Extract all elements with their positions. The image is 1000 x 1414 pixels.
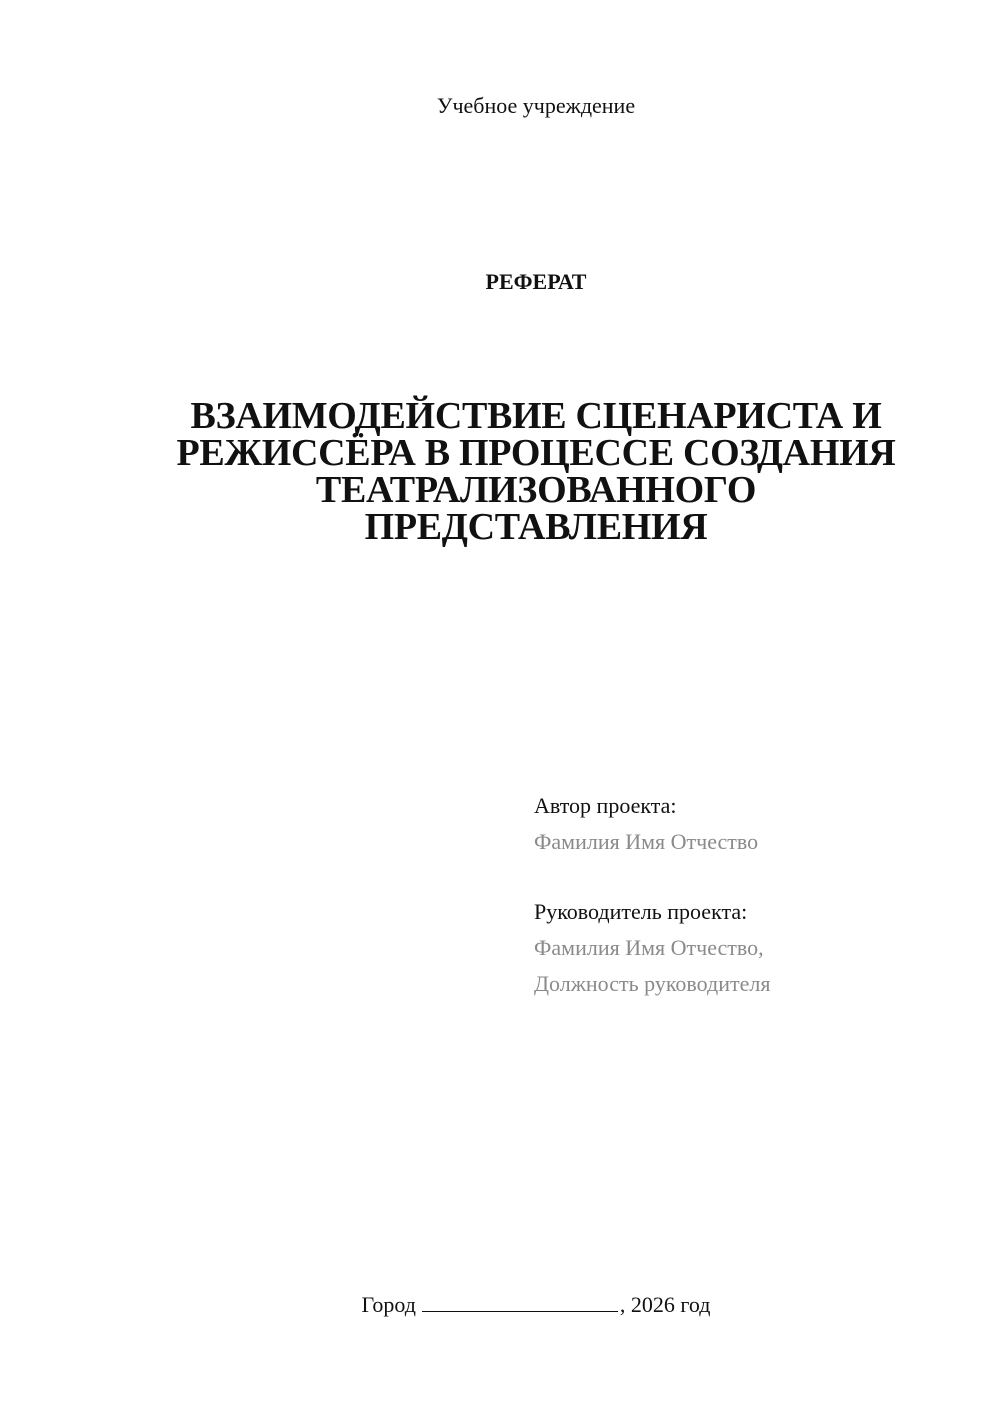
document-title-line: ПРЕДСТАВЛЕНИЯ [364,506,708,548]
document-title [120,395,952,548]
city-label: Город [361,1292,416,1317]
city-year-line [0,1290,1000,1320]
supervisor-label: Руководитель проекта: [534,899,748,924]
year-text: , 2026 год [619,1292,711,1317]
project-people [534,788,974,1002]
document-title-line: РЕЖИССЁРА В ПРОЦЕССЕ СОЗДАНИЯ [176,432,896,474]
supervisor-position: Должность руководителя [534,971,771,996]
supervisor-name: Фамилия Имя Отчество, [534,935,764,960]
spacer [534,860,974,894]
city-blank-line [422,1291,618,1312]
author-name: Фамилия Имя Отчество [534,829,759,854]
institution-name: Учебное учреждение [436,93,636,118]
document-title-line: ТЕАТРАЛИЗОВАННОГО [315,469,757,511]
author-label: Автор проекта: [534,793,677,818]
document-type: РЕФЕРАТ [485,269,587,294]
document-title-line: ВЗАИМОДЕЙСТВИЕ СЦЕНАРИСТА И [190,395,882,437]
